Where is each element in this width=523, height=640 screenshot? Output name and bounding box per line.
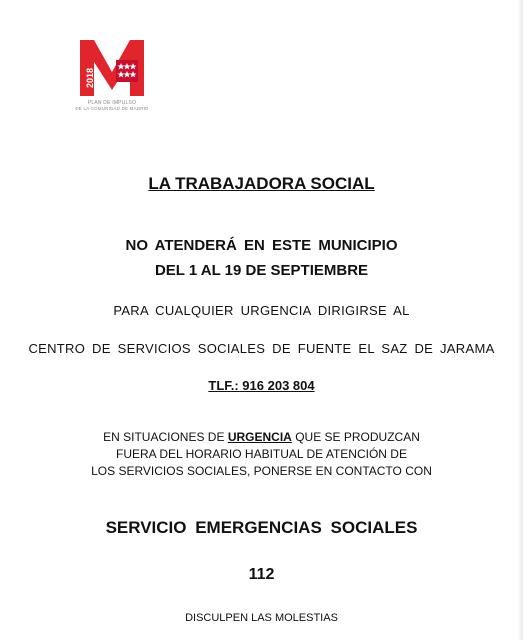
urgencia-keyword: URGENCIA	[227, 430, 292, 444]
logo-subtitle-line1: PLAN DE IMPULSO	[87, 100, 137, 106]
notice-dates: DEL 1 AL 19 DE SEPTIEMBRE	[154, 262, 369, 279]
situaciones-line-3: LOS SERVICIOS SOCIALES, PONERSE EN CONTACTO CON	[91, 464, 432, 478]
logo-subtitle-line2: DE LA COMUNIDAD DE MADRID	[75, 106, 149, 111]
notice-centro-name: CENTRO DE SERVICIOS SOCIALES DE FUENTE EL SAZ DE JARAMA	[28, 341, 495, 356]
situaciones-line-2: FUERA DEL HORARIO HABITUAL DE ATENCIÓN DE	[116, 447, 407, 461]
situaciones-line-1	[0, 430, 523, 444]
emergency-number: 112	[248, 566, 275, 583]
notice-phone-number: TLF.: 916 203 804	[208, 378, 315, 393]
logo-year: 2018	[85, 67, 95, 89]
situaciones-post: QUE SE PRODUZCAN	[295, 430, 420, 444]
notice-no-atendera: NO ATENDERÁ EN ESTE MUNICIPIO	[125, 237, 398, 254]
notice-title: LA TRABAJADORA SOCIAL	[148, 174, 375, 193]
page-edge-shadow	[517, 0, 523, 640]
notice-urgencia-instruction: PARA CUALQUIER URGENCIA DIRIGIRSE AL	[113, 303, 410, 318]
disculpen-footer: DISCULPEN LAS MOLESTIAS	[185, 612, 338, 624]
situaciones-pre: EN SITUACIONES DE	[103, 430, 225, 444]
servicio-emergencias-heading: SERVICIO EMERGENCIAS SOCIALES	[105, 518, 418, 537]
